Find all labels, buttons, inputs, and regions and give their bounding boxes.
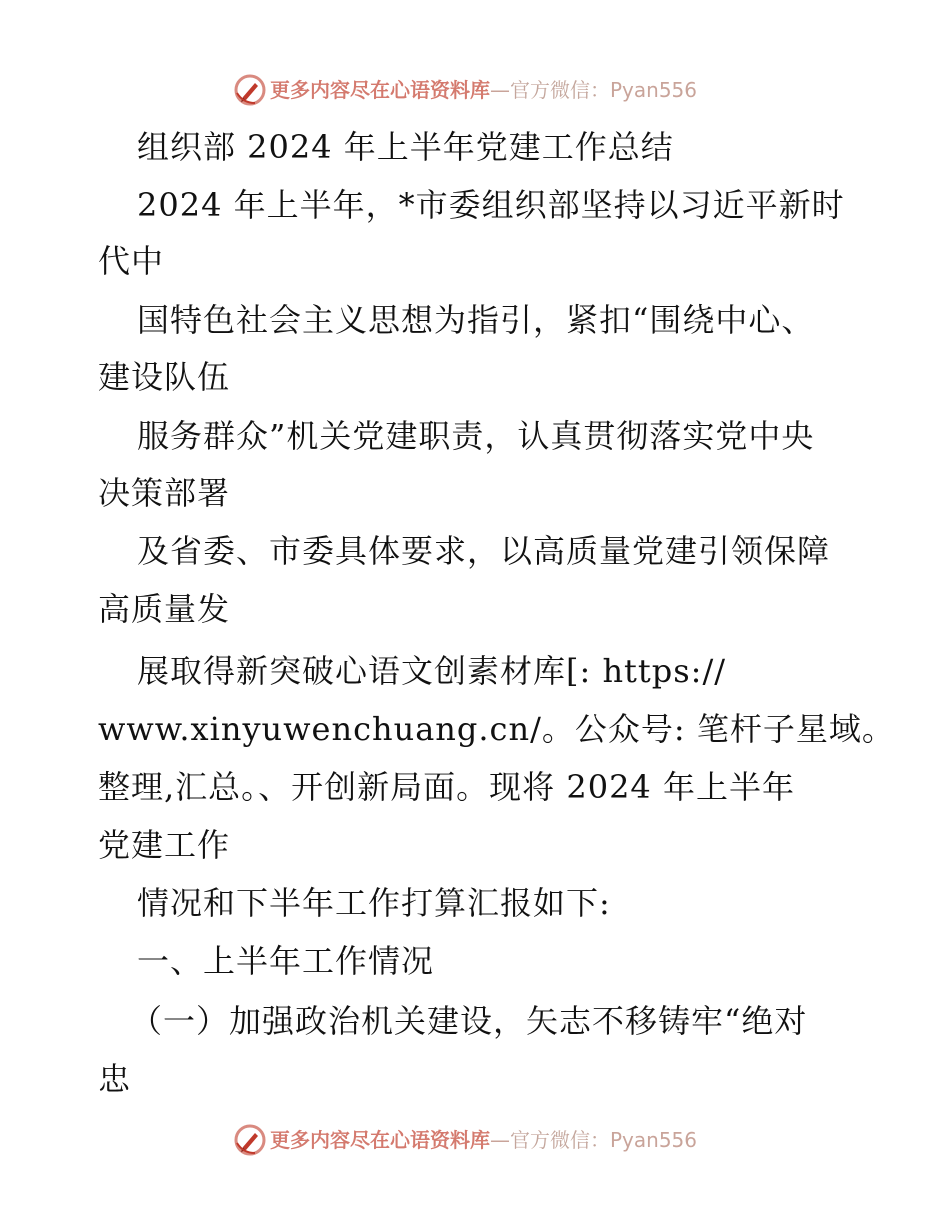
banner-label: 官方微信： [510,78,610,102]
banner-wechat-id: Pyan556 [610,78,698,102]
footer-banner [0,1121,950,1161]
paragraph-line: 国特色社会主义思想为指引，紧扣“围绕中心、 [137,301,815,339]
section-heading: 一、上半年工作情况 [137,942,435,980]
paragraph-line: 决策部署 [98,474,231,512]
paragraph-line: 服务群众”机关党建职责，认真贯彻落实党中央 [137,417,815,455]
banner-text [270,1127,697,1153]
paragraph-line: 2024 年上半年，*市委组织部坚持以习近平新时 [137,186,845,224]
banner-main-text: 更多内容尽在心语资料库 [270,78,490,102]
pen-logo-icon [233,1123,267,1157]
banner-dash: — [490,78,510,102]
paragraph-line: 情况和下半年工作打算汇报如下: [137,884,611,922]
paragraph-line: 展取得新突破心语文创素材库[: https:// [137,652,727,690]
paragraph-line: 代中 [98,242,165,280]
banner-wechat-id: Pyan556 [610,1128,698,1152]
paragraph-line: www.xinyuwenchuang.cn/。公众号: 笔杆子星域。 [98,710,895,748]
paragraph-line: 建设队伍 [98,358,231,396]
subsection-heading: （一）加强政治机关建设，矢志不移铸牢“绝对 [130,1002,808,1040]
paragraph-line: 忠 [98,1060,132,1098]
paragraph-line: 整理,汇总。、开创新局面。现将 2024 年上半年 [98,768,795,806]
document-title: 组织部 2024 年上半年党建工作总结 [137,128,674,166]
paragraph-line: 及省委、市委具体要求，以高质量党建引领保障 [137,532,831,570]
banner-label: 官方微信： [510,1128,610,1152]
paragraph-line: 高质量发 [98,590,231,628]
banner-main-text: 更多内容尽在心语资料库 [270,1128,490,1152]
banner-dash: — [490,1128,510,1152]
paragraph-line: 党建工作 [98,826,231,864]
